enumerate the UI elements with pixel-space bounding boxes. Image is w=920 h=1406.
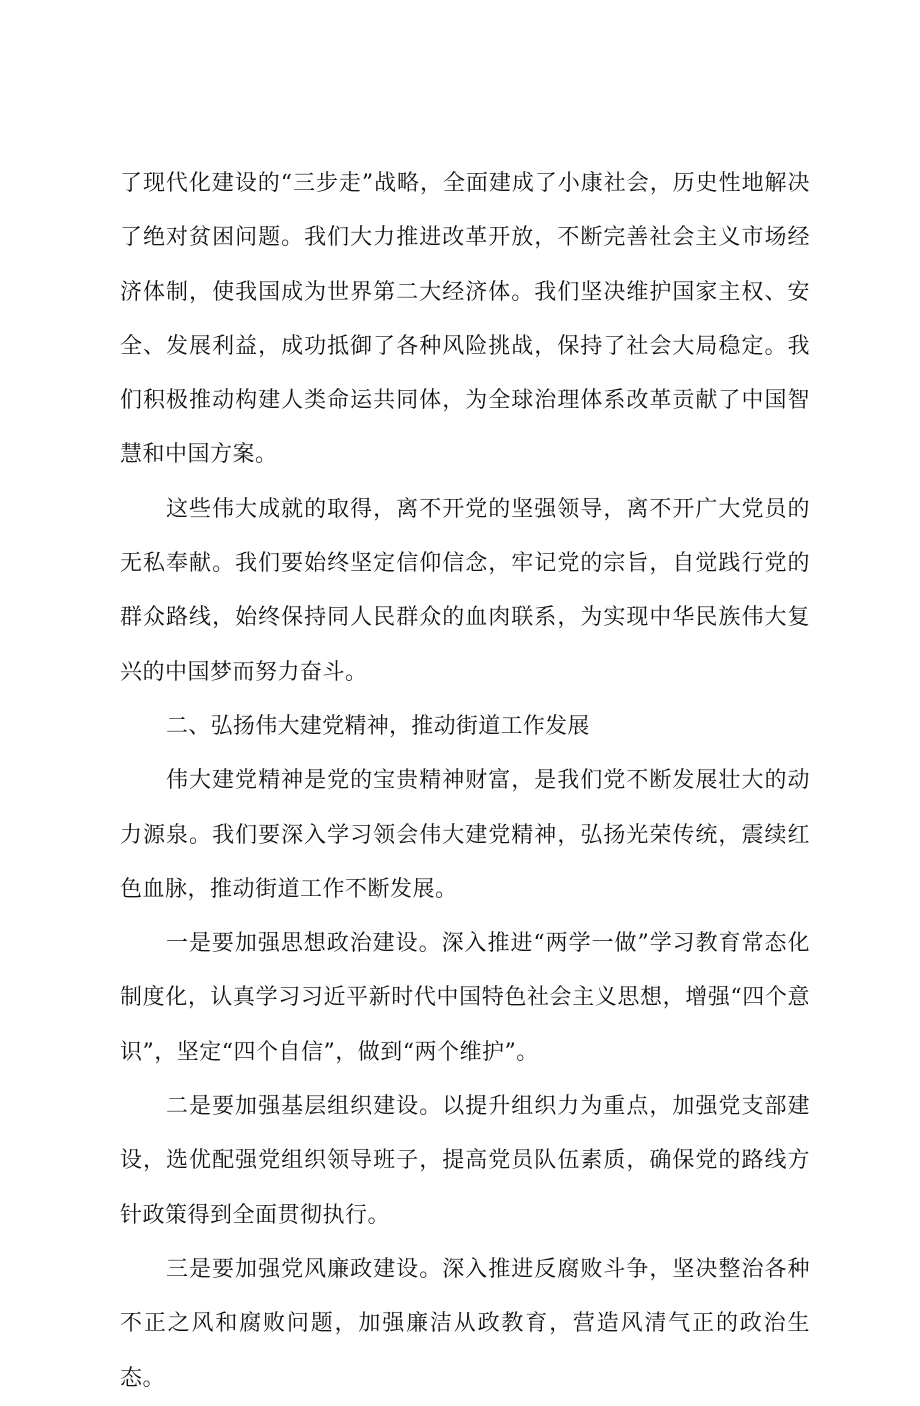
section-heading: 二、弘扬伟大建党精神，推动街道工作发展 (166, 713, 590, 739)
paragraph-point-one: 一是要加强思想政治建设。深入推进“两学一做”学习教育常态化制度化，认真学习习近平新时代中国特色社会主义思想，增强“四个意识”，坚定“四个自信”，做到“两个维护”。 (120, 931, 810, 1065)
paragraph-point-three: 三是要加强党风廉政建设。深入推进反腐败斗争，坚决整治各种不正之风和腐败问题，加强廉洁从政教育，营造风清气正的政治生态。 (120, 1256, 810, 1391)
paragraph-point-two: 二是要加强基层组织建设。以提升组织力为重点，加强党支部建设，选优配强党组织领导班子，提高党员队伍素质，确保党的路线方针政策得到全面贯彻执行。 (120, 1094, 810, 1228)
document-body (120, 157, 810, 1406)
paragraph-party-spirit: 伟大建党精神是党的宝贵精神财富，是我们党不断发展壮大的动力源泉。我们要深入学习领会伟大建党精神，弘扬光荣传统，震续红色血脉，推动街道工作不断发展。 (120, 768, 810, 902)
paragraph-continuation: 了现代化建设的“三步走”战略，全面建成了小康社会，历史性地解决了绝对贫困问题。我们大力推进改革开放，不断完善社会主义市场经济体制，使我国成为世界第二大经济体。我们坚决维护国家主权、安全、发展利益，成功抵御了各种风险挑战，保持了社会大局稳定。我们积极推动构建人类命运共同体，为全球治理体系改革贡献了中国智慧和中国方案。 (120, 171, 810, 468)
paragraph-achievements: 这些伟大成就的取得，离不开党的坚强领导，离不开广大党员的无私奉献。我们要始终坚定信仰信念，牢记党的宗旨，自觉践行党的群众路线，始终保持同人民群众的血肉联系，为实现中华民族伟大复兴的中国梦而努力奋斗。 (120, 496, 810, 685)
